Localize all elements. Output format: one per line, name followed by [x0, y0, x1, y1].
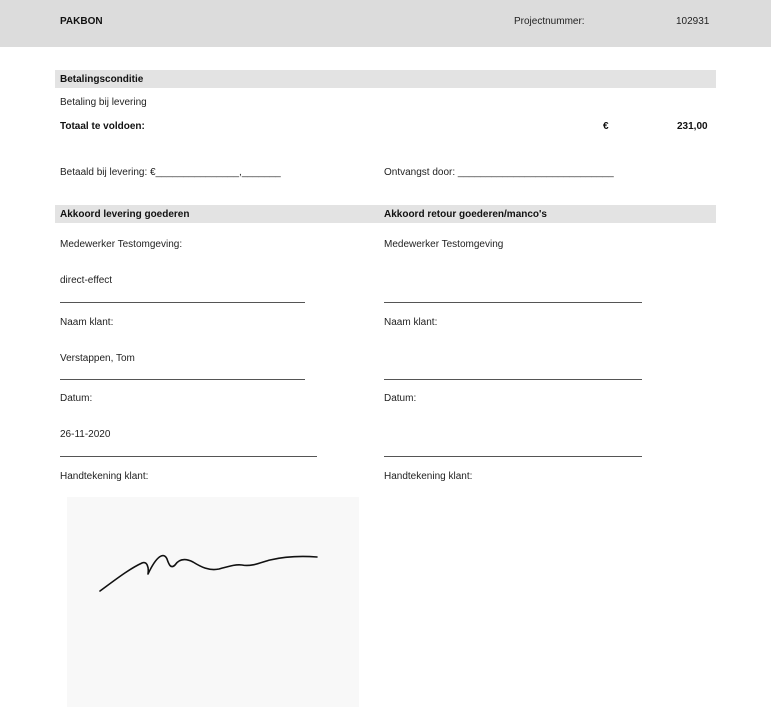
delivery-employee-label: Medewerker Testomgeving: — [60, 239, 183, 250]
signature-box — [67, 497, 359, 707]
return-date-label: Datum: — [384, 393, 417, 404]
customer-signature-image — [67, 497, 359, 707]
payment-condition: Betaling bij levering — [60, 97, 147, 108]
delivery-heading: Akkoord levering goederen — [60, 209, 190, 220]
return-customer-line — [384, 379, 642, 380]
project-number-label: Projectnummer: — [514, 16, 585, 27]
total-label: Totaal te voldoen: — [60, 121, 145, 132]
total-amount: 231,00 — [677, 121, 708, 132]
delivery-customer-line — [60, 379, 305, 380]
currency-symbol: € — [603, 121, 609, 132]
return-employee-line — [384, 302, 642, 303]
delivery-employee-line — [60, 302, 305, 303]
delivery-date-label: Datum: — [60, 393, 93, 404]
delivery-customer-value: Verstappen, Tom — [60, 353, 135, 364]
delivery-signature-label: Handtekening klant: — [60, 471, 149, 482]
return-date-line — [384, 456, 642, 457]
delivery-customer-label: Naam klant: — [60, 317, 114, 328]
payment-heading: Betalingsconditie — [60, 74, 144, 85]
return-customer-label: Naam klant: — [384, 317, 438, 328]
delivery-employee-value: direct-effect — [60, 275, 113, 286]
return-signature-label: Handtekening klant: — [384, 471, 473, 482]
document-header — [0, 0, 771, 47]
document-title: PAKBON — [60, 16, 103, 27]
received-by-field: Ontvangst door: ____________________________ — [384, 167, 614, 178]
paid-on-delivery-field: Betaald bij levering: €_______________,_______ — [60, 167, 281, 178]
return-heading: Akkoord retour goederen/manco's — [384, 209, 547, 220]
delivery-date-value: 26-11-2020 — [60, 429, 111, 440]
return-employee-label: Medewerker Testomgeving — [384, 239, 504, 250]
delivery-date-line — [60, 456, 317, 457]
project-number-value: 102931 — [676, 16, 710, 27]
payment-section-bar — [55, 70, 716, 88]
